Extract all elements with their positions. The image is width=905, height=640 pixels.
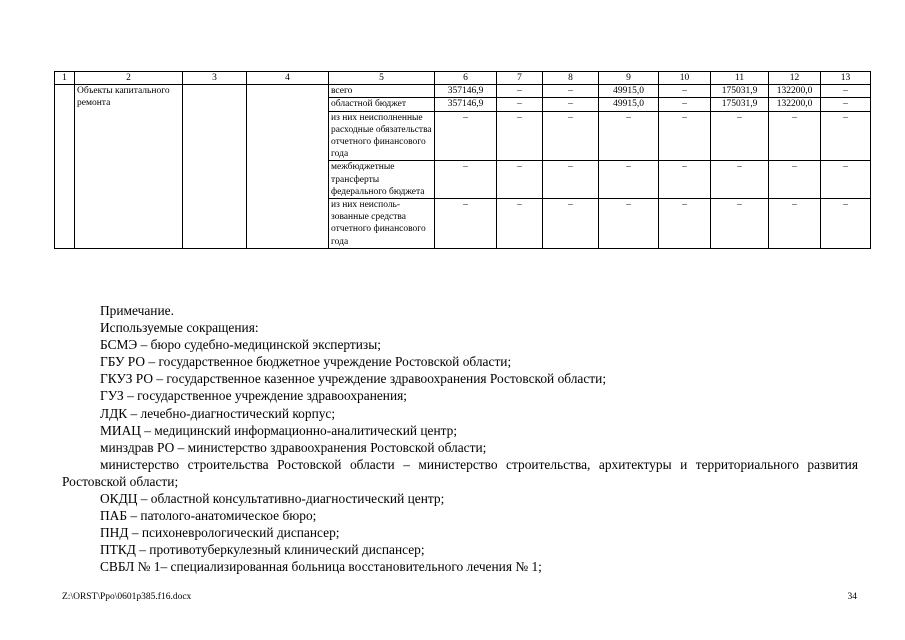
value-cell: 357146,9 xyxy=(435,85,497,98)
value-cell: – xyxy=(599,161,659,199)
column-number: 11 xyxy=(711,72,769,85)
column-number: 2 xyxy=(75,72,183,85)
table-row xyxy=(55,85,871,98)
value-cell: – xyxy=(497,199,543,249)
value-cell: – xyxy=(821,85,871,98)
abbreviation-item: СВБЛ № 1– специализированная больница восстановительного лечения № 1; xyxy=(100,559,542,575)
value-cell: – xyxy=(769,161,821,199)
value-cell: – xyxy=(821,161,871,199)
value-cell: – xyxy=(497,111,543,161)
abbreviation-item: ГУЗ – государственное учреждение здравоохранения; xyxy=(100,388,408,404)
value-cell: – xyxy=(599,111,659,161)
value-cell: – xyxy=(543,98,599,111)
abbreviation-item: ГБУ РО – государственное бюджетное учреждение Ростовской области; xyxy=(100,354,512,370)
value-cell: – xyxy=(543,111,599,161)
value-cell: – xyxy=(497,98,543,111)
abbreviation-item: минздрав РО – министерство здравоохранения Ростовской области; xyxy=(100,439,487,455)
value-cell: – xyxy=(821,199,871,249)
notes-section xyxy=(62,302,858,576)
value-cell: 49915,0 xyxy=(599,85,659,98)
value-cell: – xyxy=(497,161,543,199)
value-cell: 357146,9 xyxy=(435,98,497,111)
value-cell: – xyxy=(821,98,871,111)
column-number: 8 xyxy=(543,72,599,85)
value-cell: – xyxy=(769,111,821,161)
value-cell: – xyxy=(659,98,711,111)
page-number: 34 xyxy=(847,592,857,602)
value-cell: – xyxy=(711,111,769,161)
column-number: 12 xyxy=(769,72,821,85)
abbreviation-item: МИАЦ – медицинский информационно-аналитический центр; xyxy=(100,422,458,438)
row-label: областной бюджет xyxy=(329,98,435,111)
value-cell: – xyxy=(543,85,599,98)
value-cell: – xyxy=(659,161,711,199)
row-label: межбюджетные трансферты федерального бюджета xyxy=(329,161,435,199)
empty-cell xyxy=(183,85,247,249)
value-cell: – xyxy=(435,199,497,249)
object-label: Объекты капитального ремонта xyxy=(75,85,183,249)
value-cell: 175031,9 xyxy=(711,85,769,98)
budget-table xyxy=(54,71,871,249)
value-cell: – xyxy=(821,111,871,161)
column-number: 7 xyxy=(497,72,543,85)
value-cell: 132200,0 xyxy=(769,85,821,98)
abbreviation-item: ПАБ – патолого-анатомическое бюро; xyxy=(100,508,317,524)
column-number: 10 xyxy=(659,72,711,85)
value-cell: – xyxy=(497,85,543,98)
row-number-cell xyxy=(55,85,75,249)
abbreviation-item: ЛДК – лечебно-диагностический корпус; xyxy=(100,405,336,421)
abbreviation-item: ПНД – психоневрологический диспансер; xyxy=(100,525,340,541)
column-number: 3 xyxy=(183,72,247,85)
footer-file-path: Z:\ORST\Ppo\0601p385.f16.docx xyxy=(62,592,192,602)
column-number: 13 xyxy=(821,72,871,85)
row-label: всего xyxy=(329,85,435,98)
value-cell: – xyxy=(659,111,711,161)
value-cell: 175031,9 xyxy=(711,98,769,111)
value-cell: 49915,0 xyxy=(599,98,659,111)
column-number: 1 xyxy=(55,72,75,85)
value-cell: – xyxy=(435,111,497,161)
notes-subtitle: Используемые сокращения: xyxy=(100,320,259,336)
notes-title: Примечание. xyxy=(100,303,174,318)
column-number: 5 xyxy=(329,72,435,85)
row-label: из них неисполненные расходные обязательства отчетного финансового года xyxy=(329,111,435,161)
value-cell: – xyxy=(543,199,599,249)
value-cell: – xyxy=(543,161,599,199)
table-header-row xyxy=(55,72,871,85)
value-cell: – xyxy=(711,199,769,249)
abbreviation-item: ГКУЗ РО – государственное казенное учреждение здравоохранения Ростовской области; xyxy=(100,371,607,387)
value-cell: – xyxy=(659,199,711,249)
abbreviation-item: министерство строительства Ростовской области – министерство строительства, архитектуры и территориального развития Ростовской области; xyxy=(62,456,858,489)
row-label: из них неисполь-зованные средства отчетного финансового года xyxy=(329,199,435,249)
value-cell: – xyxy=(435,161,497,199)
value-cell: – xyxy=(659,85,711,98)
abbreviation-item: ОКДЦ – областной консультативно-диагностический центр; xyxy=(100,491,445,507)
value-cell: – xyxy=(769,199,821,249)
value-cell: – xyxy=(599,199,659,249)
column-number: 9 xyxy=(599,72,659,85)
abbreviation-item: БСМЭ – бюро судебно-медицинской экспертизы; xyxy=(100,337,381,353)
column-number: 6 xyxy=(435,72,497,85)
column-number: 4 xyxy=(247,72,329,85)
empty-cell xyxy=(247,85,329,249)
abbreviation-item: ПТКД – противотуберкулезный клинический диспансер; xyxy=(100,542,425,558)
value-cell: 132200,0 xyxy=(769,98,821,111)
value-cell: – xyxy=(711,161,769,199)
